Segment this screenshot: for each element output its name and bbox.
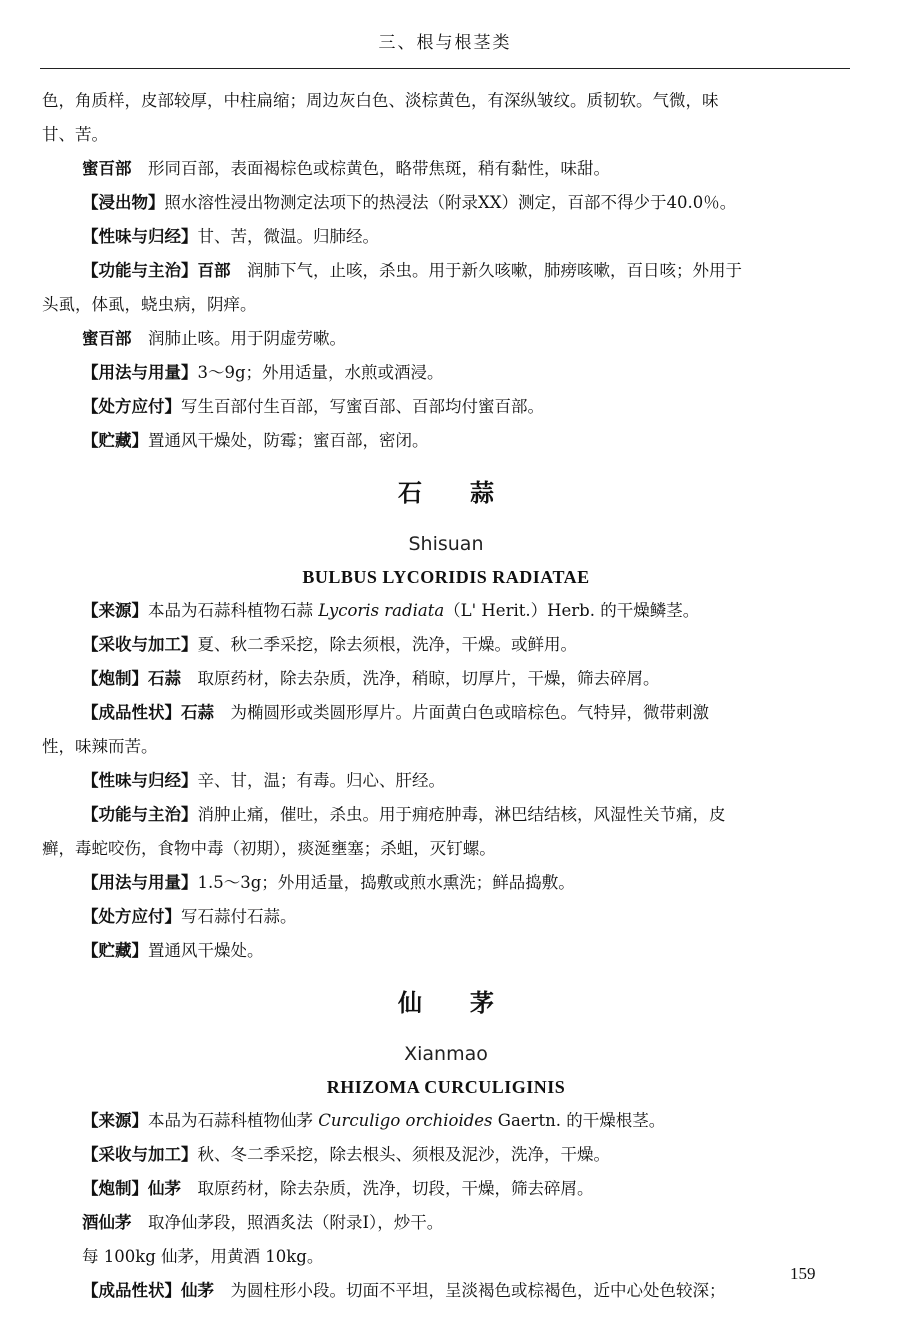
mibaibu2-text: 润肺止咳。用于阴虚劳嗽。 (131, 329, 346, 348)
xianmao-laiyuan-post: Gaertn. 的干燥根茎。 (492, 1111, 666, 1130)
mibaibu2-paragraph (42, 322, 850, 356)
xianmao-laiyuan-label: 【来源】 (82, 1111, 148, 1130)
xianmao-chengpin-paragraph (42, 1274, 850, 1308)
prev-zhucang-label: 【贮藏】 (82, 431, 148, 450)
shisuan-zhucang-text: 置通风干燥处。 (148, 941, 264, 960)
prev-xingwei-paragraph (42, 220, 850, 254)
jinchu-text: 照水溶性浸出物测定法项下的热浸法（附录ⅩⅩ）测定，百部不得少于40.0％。 (164, 193, 737, 212)
running-header: 三、根与根茎类 (378, 33, 512, 53)
prev-yongfa-paragraph (42, 356, 850, 390)
xianmao-title-latin: RHIZOMA CURCULIGINIS (326, 1077, 566, 1097)
mibaibu-text: 形同百部，表面褐棕色或棕黄色，略带焦斑，稍有黏性，味甜。 (131, 159, 610, 178)
shisuan-title-cn: 石蒜 (398, 479, 542, 507)
xianmao-jiu-paragraph (42, 1206, 850, 1240)
shisuan-chufang-paragraph (42, 900, 850, 934)
jinchu-label: 【浸出物】 (82, 193, 165, 212)
prev-yongfa-label: 【用法与用量】 (82, 363, 198, 382)
xianmao-laiyuan-pre: 本品为石蒜科植物仙茅 (148, 1111, 319, 1130)
page-number: 159 (790, 1264, 816, 1283)
header-rule (40, 68, 850, 69)
prev-zhucang-text: 置通风干燥处，防霉；蜜百部，密闭。 (148, 431, 429, 450)
page-body (42, 84, 850, 1308)
shisuan-caishou-label: 【采收与加工】 (82, 635, 198, 654)
shisuan-title-latin: BULBUS LYCORIDIS RADIATAE (302, 567, 590, 587)
xianmao-paozhi-text: 取原药材，除去杂质，洗净，切段，干燥，筛去碎屑。 (181, 1179, 594, 1198)
shisuan-paozhi-label: 【炮制】石蒜 (82, 669, 181, 688)
xianmao-caishou-text: 秋、冬二季采挖，除去根头、须根及泥沙，洗净，干燥。 (197, 1145, 610, 1164)
shisuan-chengpin-text: 为椭圆形或类圆形厚片。片面黄白色或暗棕色。气特异，微带刺激 (214, 703, 709, 722)
prev-entry-cont-line1: 色，角质样，皮部较厚，中柱扁缩；周边灰白色、淡棕黄色，有深纵皱纹。质韧软。气微，味 (42, 91, 719, 110)
shisuan-laiyuan-paragraph (42, 594, 850, 628)
shisuan-chengpin-cont: 性，味辣而苦。 (42, 737, 158, 756)
xianmao-chengpin-label: 【成品性状】仙茅 (82, 1281, 214, 1300)
shisuan-xingwei-text: 辛、甘，温；有毒。归心、肝经。 (197, 771, 445, 790)
shisuan-gongneng-label: 【功能与主治】 (82, 805, 198, 824)
prev-gongneng-paragraph (42, 254, 850, 288)
shisuan-chufang-text: 写石蒜付石蒜。 (181, 907, 297, 926)
prev-entry-cont-line2: 甘、苦。 (42, 125, 108, 144)
prev-gongneng-label: 【功能与主治】百部 (82, 261, 231, 280)
shisuan-laiyuan-post: （L' Herit.）Herb. 的干燥鳞茎。 (444, 601, 700, 620)
xianmao-paozhi-label: 【炮制】仙茅 (82, 1179, 181, 1198)
prev-chufang-label: 【处方应付】 (82, 397, 181, 416)
shisuan-yongfa-label: 【用法与用量】 (82, 873, 198, 892)
shisuan-yongfa-paragraph (42, 866, 850, 900)
shisuan-caishou-paragraph (42, 628, 850, 662)
xianmao-jiu-label: 酒仙茅 (82, 1213, 132, 1232)
xianmao-chengpin-text: 为圆柱形小段。切面不平坦，呈淡褐色或棕褐色，近中心处色较深； (214, 1281, 726, 1300)
mibaibu-label: 蜜百部 (82, 159, 132, 178)
shisuan-yongfa-text: 1.5～3g；外用适量，捣敷或煎水熏洗；鲜品捣敷。 (197, 873, 575, 892)
prev-zhucang-paragraph (42, 424, 850, 458)
prev-xingwei-label: 【性味与归经】 (82, 227, 198, 246)
shisuan-xingwei-paragraph (42, 764, 850, 798)
shisuan-gongneng-text: 消肿止痛，催吐，杀虫。用于痈疮肿毒，淋巴结结核，风湿性关节痛，皮 (197, 805, 726, 824)
shisuan-chengpin-paragraph (42, 696, 850, 730)
mibaibu2-label: 蜜百部 (82, 329, 132, 348)
xianmao-laiyuan-paragraph (42, 1104, 850, 1138)
jinchu-paragraph (42, 186, 850, 220)
shisuan-xingwei-label: 【性味与归经】 (82, 771, 198, 790)
xianmao-jiu-text: 取净仙茅段，照酒炙法（附录Ⅰ），炒干。 (131, 1213, 444, 1232)
xianmao-paozhi-paragraph (42, 1172, 850, 1206)
prev-xingwei-text: 甘、苦，微温。归肺经。 (197, 227, 379, 246)
xianmao-caishou-paragraph (42, 1138, 850, 1172)
shisuan-laiyuan-pre: 本品为石蒜科植物石蒜 (148, 601, 319, 620)
mibaibu-paragraph (42, 152, 850, 186)
shisuan-title-pinyin: Shisuan (408, 533, 484, 555)
shisuan-latin-name: Lycoris radiata (318, 601, 445, 620)
shisuan-chufang-label: 【处方应付】 (82, 907, 181, 926)
prev-gongneng-cont: 头虱，体虱，蛲虫病，阴痒。 (42, 295, 257, 314)
shisuan-zhucang-label: 【贮藏】 (82, 941, 148, 960)
prev-gongneng-text: 润肺下气，止咳，杀虫。用于新久咳嗽，肺痨咳嗽，百日咳；外用于 (230, 261, 742, 280)
shisuan-gongneng-cont: 癣，毒蛇咬伤，食物中毒（初期），痰涎壅塞；杀蛆，灭钉螺。 (42, 839, 496, 858)
shisuan-zhucang-paragraph (42, 934, 850, 968)
shisuan-laiyuan-label: 【来源】 (82, 601, 148, 620)
xianmao-mei-paragraph: 每 100kg 仙茅，用黄酒 10kg。 (82, 1247, 324, 1266)
shisuan-caishou-text: 夏、秋二季采挖，除去须根，洗净，干燥。或鲜用。 (197, 635, 577, 654)
shisuan-paozhi-paragraph (42, 662, 850, 696)
shisuan-gongneng-paragraph (42, 798, 850, 832)
shisuan-paozhi-text: 取原药材，除去杂质，洗净，稍晾，切厚片，干燥，筛去碎屑。 (181, 669, 660, 688)
prev-yongfa-text: 3～9g；外用适量，水煎或酒浸。 (197, 363, 444, 382)
prev-chufang-text: 写生百部付生百部，写蜜百部、百部均付蜜百部。 (181, 397, 544, 416)
xianmao-caishou-label: 【采收与加工】 (82, 1145, 198, 1164)
xianmao-latin-name: Curculigo orchioides (318, 1111, 493, 1130)
xianmao-title-cn: 仙茅 (398, 989, 542, 1017)
prev-chufang-paragraph (42, 390, 850, 424)
shisuan-chengpin-label: 【成品性状】石蒜 (82, 703, 214, 722)
xianmao-title-pinyin: Xianmao (404, 1043, 488, 1065)
